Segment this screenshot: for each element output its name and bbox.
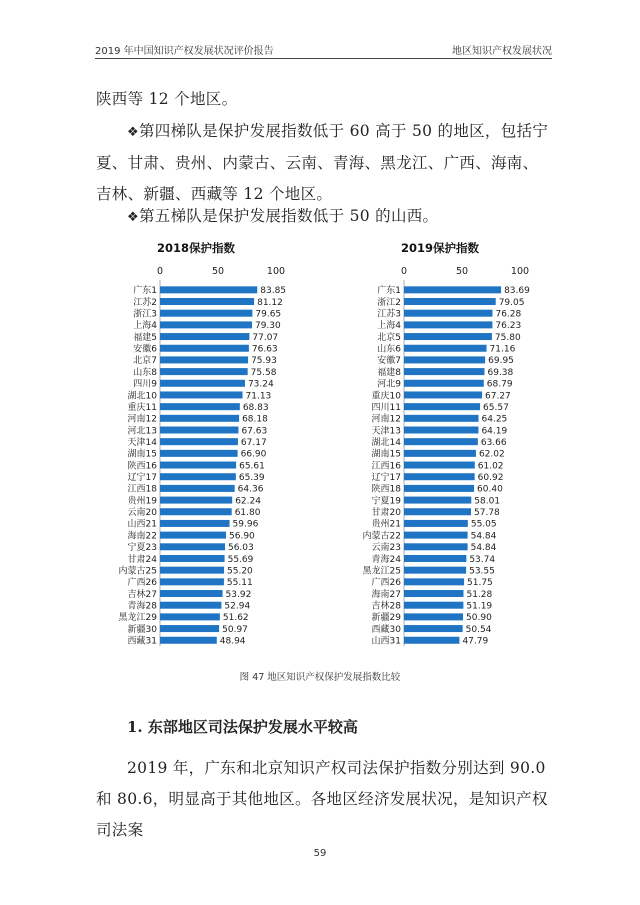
category-label: 甘肃24: [127, 554, 157, 565]
category-label: 福建5: [133, 332, 157, 343]
category-label: 广东1: [377, 286, 401, 297]
bar: [404, 345, 487, 352]
header-report-title: 2019 年中国知识产权发展状况评价报告: [95, 46, 274, 57]
data-label: 60.92: [477, 473, 504, 484]
bar: [160, 427, 238, 434]
bar: [404, 333, 492, 340]
category-label: 江西18: [127, 484, 157, 495]
category-label: 山东8: [133, 367, 157, 378]
category-label: 江苏3: [377, 309, 401, 320]
category-label: 天津14: [127, 437, 157, 448]
bar: [160, 520, 230, 527]
paragraph-tier5: [96, 201, 552, 233]
category-label: 湖北10: [127, 391, 157, 402]
x-tick-label: 100: [510, 266, 530, 277]
x-tick-label: 100: [266, 266, 286, 277]
category-label: 山西21: [127, 519, 157, 530]
bar: [160, 543, 225, 550]
data-label: 79.05: [498, 297, 525, 308]
bar: [160, 380, 245, 387]
category-label: 黑龙江29: [118, 613, 157, 624]
bar: [404, 310, 492, 317]
bar: [404, 555, 466, 562]
header-divider: [95, 58, 552, 59]
tier5-text: 第五梯队是保护发展指数低于 50 的山西。: [138, 207, 439, 225]
bar: [404, 497, 471, 504]
bar: [404, 637, 459, 644]
data-label: 55.20: [227, 566, 253, 577]
data-label: 75.58: [250, 367, 277, 378]
bar: [160, 555, 225, 562]
bar: [160, 450, 238, 457]
bar: [160, 415, 239, 422]
category-label: 辽宁17: [127, 473, 157, 484]
data-label: 71.16: [489, 344, 516, 355]
category-label: 海南27: [371, 589, 401, 600]
data-label: 65.61: [239, 461, 265, 472]
category-label: 北京5: [377, 332, 401, 343]
data-label: 55.05: [470, 519, 497, 530]
data-label: 51.28: [466, 589, 493, 600]
bar: [160, 310, 252, 317]
bar: [160, 602, 221, 609]
bar: [404, 415, 479, 422]
bar: [404, 391, 482, 398]
data-label: 68.79: [486, 379, 513, 390]
category-label: 天津13: [371, 426, 401, 437]
category-label: 安徽6: [133, 344, 157, 355]
data-label: 54.84: [470, 543, 497, 554]
bar: [404, 427, 478, 434]
data-label: 68.18: [242, 414, 268, 425]
data-label: 53.74: [469, 554, 496, 565]
category-label: 云南23: [371, 543, 401, 554]
bar: [404, 520, 468, 527]
bar: [404, 450, 476, 457]
bar: [404, 321, 492, 328]
category-label: 北京7: [133, 356, 157, 367]
diamond-bullet-icon: ❖: [127, 125, 139, 140]
data-label: 76.63: [251, 344, 278, 355]
data-label: 47.79: [462, 636, 489, 647]
data-label: 50.90: [466, 613, 492, 624]
category-label: 江西16: [371, 461, 401, 472]
data-label: 76.28: [495, 309, 522, 320]
data-label: 65.57: [483, 402, 509, 413]
bar: [160, 286, 257, 293]
bar: [160, 462, 236, 469]
data-label: 55.11: [226, 578, 253, 589]
bar: [160, 321, 252, 328]
category-label: 贵州21: [371, 519, 401, 530]
bar: [404, 508, 471, 515]
category-label: 河南12: [127, 414, 157, 425]
data-label: 71.13: [245, 391, 272, 402]
chart-2019-protection-index: [350, 232, 546, 660]
data-label: 75.80: [494, 332, 521, 343]
bar: [160, 403, 240, 410]
category-label: 重庆11: [127, 402, 157, 413]
data-label: 48.94: [219, 636, 246, 647]
chart-title: 2018保护指数: [156, 241, 236, 255]
bar: [160, 532, 226, 539]
category-label: 上海4: [133, 321, 157, 332]
category-label: 陕西18: [371, 484, 401, 495]
bar: [404, 590, 463, 597]
bar: [160, 473, 236, 480]
bar: [160, 391, 243, 398]
category-label: 河北9: [377, 379, 401, 390]
category-label: 宁夏19: [371, 496, 401, 507]
category-label: 河南12: [371, 414, 401, 425]
category-label: 安徽7: [377, 356, 401, 367]
bar: [404, 286, 501, 293]
data-label: 51.19: [466, 601, 493, 612]
data-label: 60.40: [477, 484, 503, 495]
category-label: 重庆10: [371, 391, 401, 402]
data-label: 64.19: [481, 426, 508, 437]
category-label: 内蒙古25: [118, 566, 157, 577]
category-label: 甘肃20: [371, 508, 401, 519]
bar: [404, 485, 474, 492]
bar: [160, 567, 224, 574]
data-label: 67.17: [240, 437, 267, 448]
data-label: 67.27: [485, 391, 511, 402]
section-title: 1. 东部地区司法保护发展水平较高: [127, 718, 358, 736]
category-label: 江苏2: [133, 297, 157, 308]
bar: [160, 333, 249, 340]
chart-title: 2019保护指数: [400, 241, 480, 255]
category-label: 内蒙古22: [362, 531, 401, 542]
data-label: 56.90: [229, 531, 255, 542]
tier4-text: 第四梯队是保护发展指数低于 60 高于 50 的地区，包括宁夏、甘肃、贵州、内蒙古、云南、青海、黑龙江、广西、海南、吉林、新疆、西藏等 12 个地区。: [96, 122, 549, 203]
category-label: 青海28: [127, 601, 157, 612]
data-label: 50.54: [465, 624, 492, 635]
bar: [404, 298, 496, 305]
category-label: 福建8: [377, 367, 401, 378]
bar: [160, 368, 248, 375]
category-label: 广西26: [127, 578, 157, 589]
data-label: 53.92: [225, 589, 252, 600]
paragraph-1: 陕西等 12 个地区。: [96, 90, 238, 108]
data-label: 73.24: [247, 379, 274, 390]
category-label: 湖南15: [127, 449, 157, 460]
data-label: 76.23: [495, 321, 522, 332]
data-label: 55.69: [227, 554, 254, 565]
data-label: 51.75: [467, 578, 493, 589]
x-tick-label: 0: [400, 266, 408, 277]
x-tick-label: 50: [455, 266, 469, 277]
data-label: 58.01: [474, 496, 501, 507]
data-label: 83.85: [260, 286, 287, 297]
category-label: 海南22: [127, 531, 157, 542]
data-label: 52.94: [224, 601, 251, 612]
bar: [160, 590, 223, 597]
bar: [160, 356, 248, 363]
category-label: 山东6: [377, 344, 401, 355]
figure-caption: 图 47 地区知识产权保护发展指数比较: [239, 672, 401, 683]
data-label: 62.02: [478, 449, 505, 460]
bar: [160, 438, 238, 445]
category-label: 湖北14: [371, 437, 401, 448]
category-label: 上海4: [377, 321, 401, 332]
data-label: 51.62: [222, 613, 249, 624]
bar: [404, 403, 480, 410]
data-label: 66.90: [240, 449, 267, 460]
data-label: 83.69: [504, 286, 530, 297]
bar: [160, 485, 235, 492]
data-label: 50.97: [222, 624, 248, 635]
data-label: 63.66: [480, 437, 507, 448]
category-label: 湖南15: [371, 449, 401, 460]
data-label: 81.12: [257, 297, 283, 308]
category-label: 广东1: [133, 286, 157, 297]
category-label: 青海24: [371, 554, 401, 565]
category-label: 吉林27: [127, 589, 157, 600]
category-label: 西藏31: [127, 636, 157, 647]
bar: [404, 602, 463, 609]
data-label: 64.36: [237, 484, 264, 495]
bar: [404, 625, 463, 632]
bar: [160, 508, 232, 515]
x-tick-label: 50: [211, 266, 225, 277]
data-label: 68.83: [242, 402, 269, 413]
bar: [404, 356, 485, 363]
category-label: 吉林28: [371, 601, 401, 612]
bar: [404, 567, 466, 574]
bar: [404, 438, 478, 445]
data-label: 53.55: [469, 566, 495, 577]
category-label: 河北13: [127, 426, 157, 437]
bar: [404, 380, 484, 387]
paragraph-tier4: [96, 116, 552, 210]
category-label: 四川11: [371, 402, 401, 413]
category-label: 贵州19: [127, 496, 157, 507]
data-label: 67.63: [241, 426, 268, 437]
bar: [404, 473, 475, 480]
bar: [160, 298, 254, 305]
category-label: 新疆29: [371, 613, 401, 624]
bar: [404, 543, 468, 550]
data-label: 79.65: [255, 309, 282, 320]
diamond-bullet-icon: ❖: [127, 210, 139, 225]
data-label: 62.24: [235, 496, 261, 507]
category-label: 黑龙江25: [362, 566, 401, 577]
bar: [160, 345, 249, 352]
section-paragraph: 2019 年，广东和北京知识产权司法保护指数分别达到 90.0 和 80.6，明显高于其他地区。各地区经济发展状况，是知识产权司法案: [96, 759, 548, 839]
data-label: 69.38: [487, 367, 514, 378]
category-label: 陕西16: [127, 461, 157, 472]
data-label: 61.02: [477, 461, 504, 472]
data-label: 77.07: [252, 332, 279, 343]
bar: [160, 613, 220, 620]
category-label: 四川9: [133, 379, 157, 390]
category-label: 浙江2: [377, 297, 401, 308]
data-label: 54.84: [470, 531, 497, 542]
data-label: 56.03: [227, 543, 254, 554]
data-label: 64.25: [481, 414, 508, 425]
bar: [404, 462, 475, 469]
data-label: 75.93: [251, 356, 277, 367]
category-label: 山西31: [371, 636, 401, 647]
category-label: 新疆30: [127, 624, 157, 635]
page-number: 59: [313, 848, 327, 859]
data-label: 79.30: [254, 321, 281, 332]
category-label: 西藏30: [371, 624, 401, 635]
bar: [160, 625, 219, 632]
category-label: 辽宁17: [371, 473, 401, 484]
data-label: 65.39: [238, 473, 265, 484]
bar: [160, 578, 224, 585]
bar: [160, 637, 217, 644]
category-label: 广西26: [371, 578, 401, 589]
data-label: 57.78: [474, 508, 500, 519]
bar: [404, 532, 468, 539]
bar: [404, 578, 464, 585]
bar: [160, 497, 232, 504]
category-label: 宁夏23: [127, 543, 157, 554]
chart-2018-protection-index: [106, 232, 302, 660]
header-chapter-title: 地区知识产权发展状况: [452, 46, 552, 57]
data-label: 61.80: [234, 508, 261, 519]
data-label: 59.96: [232, 519, 259, 530]
category-label: 云南20: [127, 508, 157, 519]
bar: [404, 613, 463, 620]
x-tick-label: 0: [156, 266, 164, 277]
category-label: 浙江3: [133, 309, 157, 320]
bar: [404, 368, 484, 375]
data-label: 69.95: [488, 356, 514, 367]
